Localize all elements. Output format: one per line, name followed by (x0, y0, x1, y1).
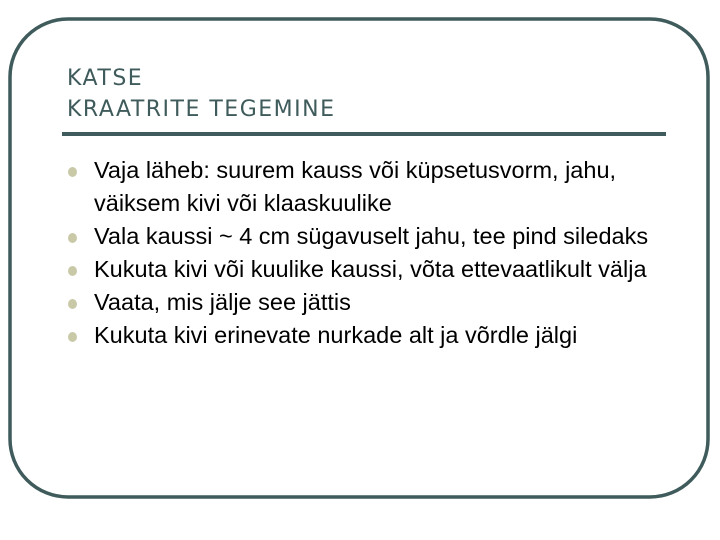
bullet-text: Vaja läheb: suurem kauss või küpsetusvorm, jahu, väiksem kivi või klaaskuulike (94, 157, 617, 216)
title-line-1: KATSE (67, 66, 144, 91)
list-item (66, 253, 676, 286)
bullet-text: Vaata, mis jälje see jättis (94, 289, 351, 315)
round-bullet-icon (68, 299, 77, 309)
list-item (66, 286, 676, 319)
title-line-2: KRAATRITE TEGEMINE (67, 97, 336, 122)
title-underline (62, 132, 666, 136)
bullet-text: Kukuta kivi või kuulike kaussi, võta ettevaatlikult välja (94, 256, 647, 282)
bullet-text: Vala kaussi ~ 4 cm sügavuselt jahu, tee pind siledaks (94, 223, 649, 249)
slide-title (67, 63, 335, 125)
round-bullet-icon (68, 332, 77, 342)
bullet-text: Kukuta kivi erinevate nurkade alt ja võrdle jälgi (94, 322, 578, 348)
bullet-list (66, 154, 676, 352)
round-bullet-icon (68, 233, 77, 243)
list-item (66, 319, 676, 352)
list-item (66, 154, 676, 220)
list-item (66, 220, 676, 253)
round-bullet-icon (68, 266, 77, 276)
round-bullet-icon (68, 167, 77, 177)
